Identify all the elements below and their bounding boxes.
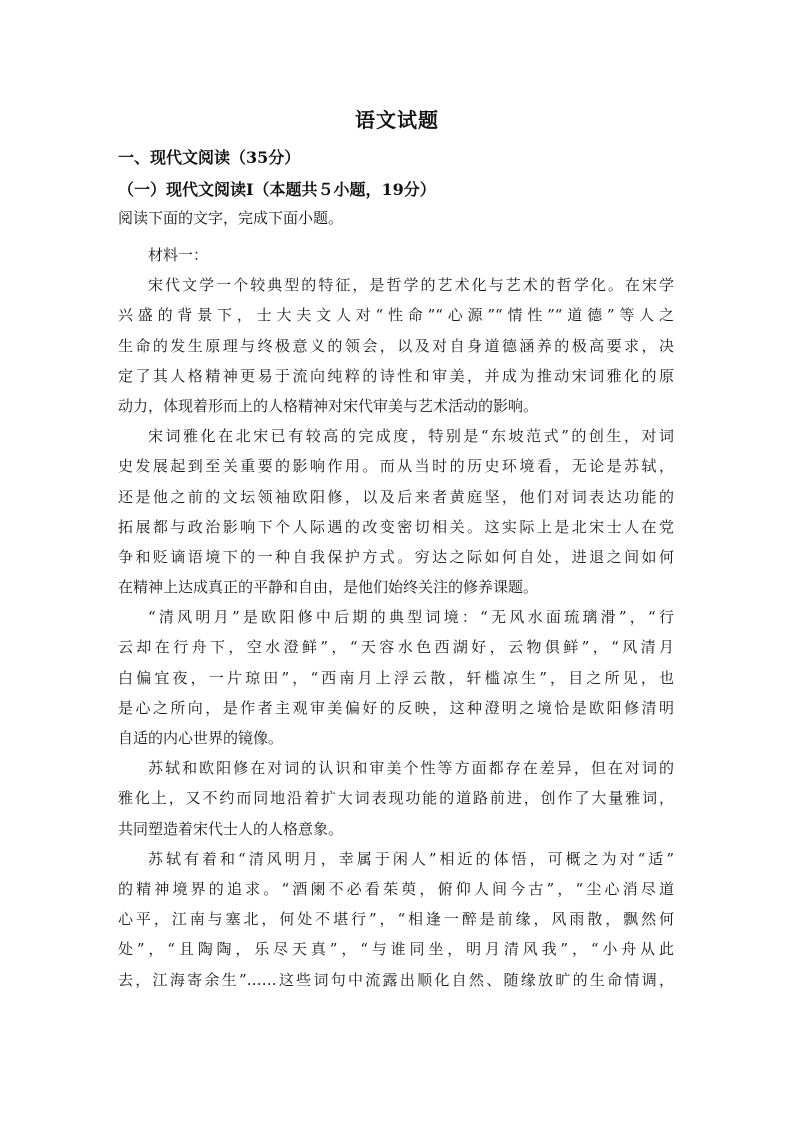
passage-line: 的精神境界的追求。“酒阑不必看茱萸，俯仰人间今古”，“尘心消尽道 — [118, 879, 674, 898]
passage-line: 争和贬谪语境下的一种自我保护方式。穷达之际如何自处，进退之间如何 — [118, 547, 674, 566]
passage-line: 拓展都与政治影响下个人际遇的改变密切相关。这实际上是北宋士人在党 — [118, 517, 674, 536]
passage-line: 雅化上，又不约而同地沿着扩大词表现功能的道路前进，创作了大量雅词， — [118, 789, 674, 808]
passage-text — [118, 240, 674, 995]
passage-line: 史发展起到至关重要的影响作用。而从当时的历史环境看，无论是苏轼， — [118, 457, 674, 476]
passage-line: 心平，江南与塞北，何处不堪行”，“相逢一醉是前缘，风雨散，飘然何 — [118, 910, 674, 929]
passage-line: 还是他之前的文坛领袖欧阳修，以及后来者黄庭坚，他们对词表达功能的 — [118, 487, 674, 506]
passage-line: 兴盛的背景下，士大夫文人对“性命”“心源”“情性”“道德”等人之 — [118, 306, 674, 325]
passage-line: “清风明月”是欧阳修中后期的典型词境：“无风水面琉璃滑”，“行 — [148, 608, 674, 627]
passage-line: 定了其人格精神更易于流向纯粹的诗性和审美，并成为推动宋词雅化的原 — [118, 366, 674, 385]
passage-line: 生命的发生原理与终极意义的领会，以及对自身道德涵养的极高要求，决 — [118, 336, 674, 355]
passage-line: 共同塑造着宋代士人的人格意象。 — [118, 819, 344, 838]
passage-line: 去，江海寄余生”……这些词句中流露出顺化自然、随缘放旷的生命情调， — [118, 970, 674, 989]
passage-line: 云却在行舟下，空水澄鲜”，“天容水色西湖好，云物俱鲜”，“风清月 — [118, 638, 674, 657]
section-heading: 一、现代文阅读（35分） — [118, 148, 301, 167]
passage-line: 宋代文学一个较典型的特征，是哲学的艺术化与艺术的哲学化。在宋学 — [148, 276, 674, 295]
passage-line: 处”，“且陶陶，乐尽天真”，“与谁同坐，明月清风我”，“小舟从此 — [118, 940, 674, 959]
passage-line: 在精神上达成真正的平静和自由，是他们始终关注的修养课题。 — [118, 578, 539, 597]
material-label: 材料一： — [148, 246, 209, 264]
reading-instruction: 阅读下面的文字，完成下面小题。 — [118, 209, 344, 227]
passage-line: 白偏宜夜，一片琼田”，“西南月上浮云散，轩槛凉生”，目之所见，也 — [118, 668, 674, 687]
passage-line: 苏轼有着和“清风明月，幸属于闲人”相近的体悟，可概之为对“适” — [148, 849, 674, 868]
passage-line: 苏轼和欧阳修在对词的认识和审美个性等方面都存在差异，但在对词的 — [148, 759, 674, 778]
passage-line: 是心之所向，是作者主观审美偏好的反映，这种澄明之境恰是欧阳修清明 — [118, 698, 674, 717]
passage-line: 动力，体现着形而上的人格精神对宋代审美与艺术活动的影响。 — [118, 396, 539, 415]
subsection-heading: （一）现代文阅读Ⅰ（本题共５小题，19分） — [118, 180, 436, 199]
passage-line: 自适的内心世界的镜像。 — [118, 729, 284, 747]
page-title: 语文试题 — [355, 108, 439, 132]
passage-line: 宋词雅化在北宋已有较高的完成度，特别是“东坡范式”的创生，对词 — [148, 427, 674, 446]
